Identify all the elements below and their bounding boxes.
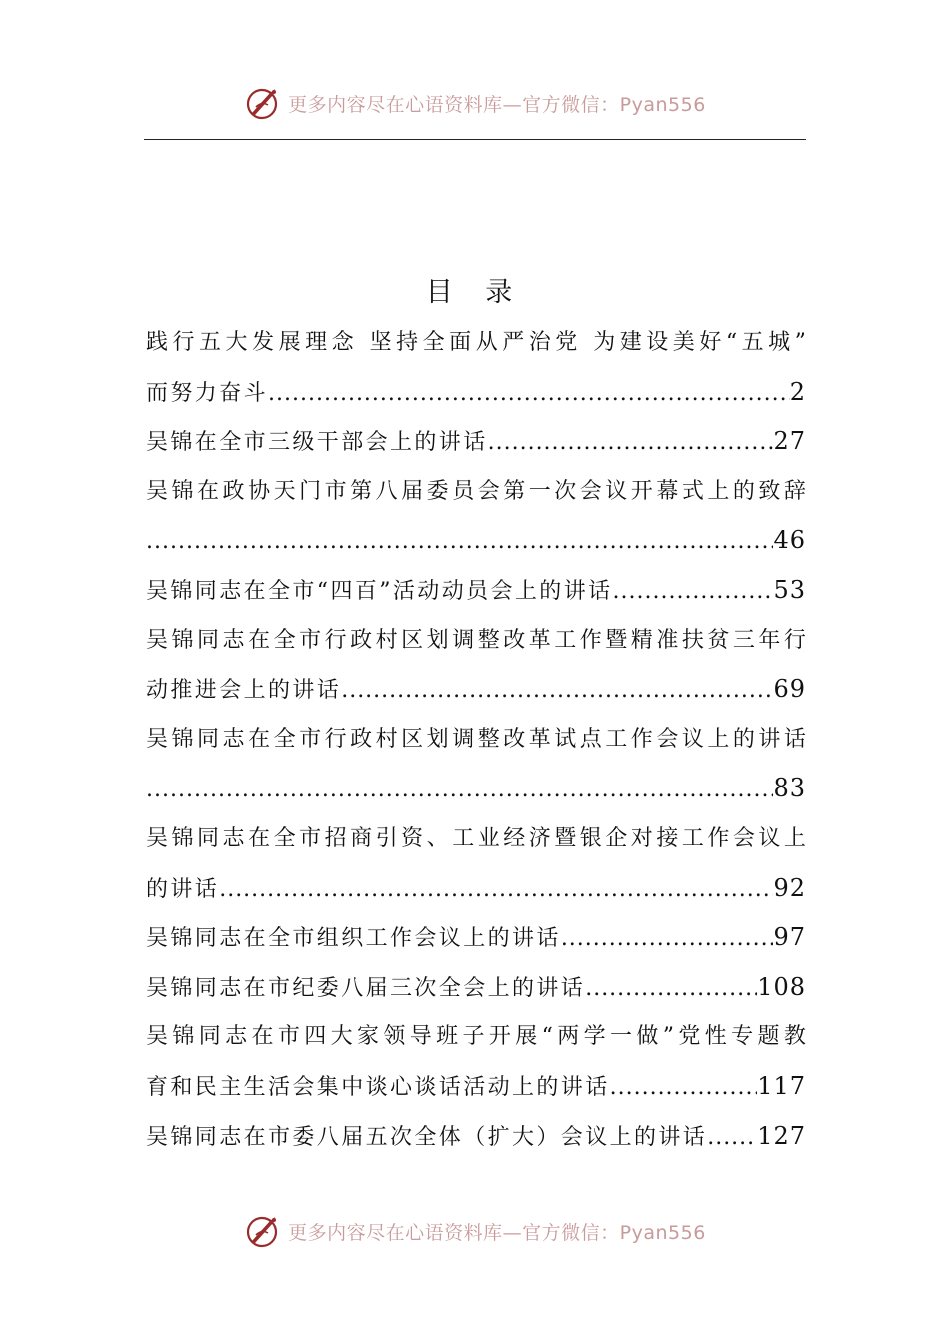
toc-entry-title: 育和民主生活会集中谈心谈话活动上的讲话 — [146, 1074, 610, 1100]
toc-entry-last-line — [146, 913, 806, 963]
toc-entry-title: 而努力奋斗 — [146, 380, 269, 406]
toc-entry-title: 动推进会上的讲话 — [146, 678, 342, 704]
watermark-text — [288, 1218, 706, 1245]
toc-entry-title: 吴锦在全市三级干部会上的讲话 — [146, 430, 488, 456]
toc-entry[interactable] — [146, 566, 806, 616]
toc-leader-dots — [488, 418, 774, 467]
toc-entry[interactable] — [146, 616, 806, 715]
toc-entry[interactable] — [146, 1012, 806, 1111]
toc-page-number: 97 — [773, 923, 806, 952]
toc-leader-dots — [146, 765, 773, 814]
toc-page-number: 46 — [773, 526, 806, 555]
toc-leader-dots — [585, 964, 757, 1013]
toc-entry-line: 吴 锦 在 政 协 天 门 市 第 八 届 委 员 会 第 一 次 会 议 开 幕 式 上 的 致 辞 — [146, 478, 806, 504]
toc-entry-line: 吴 锦 同 志 在 全 市 行 政 村 区 划 调 整 改 革 试 点 工 作 会 议 上 的 讲 话 — [146, 726, 806, 752]
footer-watermark — [0, 1208, 950, 1254]
toc-entry-last-line — [146, 764, 806, 814]
toc-entry-title: 吴锦同志在市纪委八届三次全会上的讲话 — [146, 975, 586, 1001]
toc-entry-line: 践 行 五 大 发 展 理 念 坚 持 全 面 从 严 治 党 为 建 设 美 好 “ 五 城 ” — [146, 330, 806, 355]
toc-entry-last-line — [146, 1112, 806, 1162]
toc-leader-dots — [146, 517, 773, 566]
toc-page-number: 69 — [773, 675, 806, 704]
toc-leader-dots — [561, 914, 774, 963]
toc-entry-line: 吴 锦 同 志 在 全 市 行 政 村 区 划 调 整 改 革 工 作 暨 精 准 扶 贫 三 年 行 — [146, 627, 806, 653]
toc-page-number: 27 — [773, 427, 806, 456]
toc-entry-last-line — [146, 963, 806, 1013]
watermark-cn: 更多内容尽在心语资料库—官方微信： — [288, 1221, 620, 1244]
toc-leader-dots — [341, 666, 773, 715]
pen-logo-icon — [244, 1211, 284, 1251]
toc-page-number: 2 — [789, 377, 806, 406]
toc-page-number: 108 — [757, 972, 806, 1001]
toc-entry-last-line — [146, 864, 806, 914]
toc-page-number: 92 — [773, 873, 806, 902]
toc-entry-line: 吴 锦 同 志 在 市 四 大 家 领 导 班 子 开 展 “ 两 学 一 做 ” 党 性 专 题 教 — [146, 1024, 806, 1050]
toc-leader-dots — [219, 865, 773, 914]
toc-page-number: 53 — [773, 575, 806, 604]
toc-entry-last-line — [146, 417, 806, 467]
toc-page-number: 117 — [757, 1071, 806, 1100]
toc-entry-last-line — [146, 516, 806, 566]
watermark-wechat-id: Pyan556 — [619, 93, 706, 116]
toc-entry[interactable] — [146, 814, 806, 913]
header-watermark — [0, 80, 950, 126]
toc-entry[interactable] — [146, 417, 806, 467]
toc-entry[interactable] — [146, 467, 806, 566]
table-of-contents — [146, 318, 806, 1161]
toc-entry-title: 吴锦同志在全市“四百”活动动员会上的讲话 — [146, 578, 613, 604]
toc-leader-dots — [707, 1113, 757, 1162]
toc-entry-last-line — [146, 665, 806, 715]
toc-entry-last-line — [146, 368, 806, 418]
toc-entry[interactable] — [146, 715, 806, 814]
toc-entry[interactable] — [146, 913, 806, 963]
watermark-cn: 更多内容尽在心语资料库—官方微信： — [288, 93, 620, 116]
toc-entry-last-line — [146, 566, 806, 616]
toc-entry-title: 的讲话 — [146, 876, 220, 902]
watermark-wechat-id: Pyan556 — [619, 1221, 706, 1244]
watermark-text — [288, 90, 706, 117]
toc-page-number: 127 — [757, 1121, 806, 1150]
toc-entry[interactable] — [146, 318, 806, 417]
toc-leader-dots — [613, 567, 774, 616]
toc-entry-title: 吴锦同志在市委八届五次全体（扩大）会议上的讲话 — [146, 1124, 708, 1150]
toc-entry-line: 吴 锦 同 志 在 全 市 招 商 引 资 、 工 业 经 济 暨 银 企 对 接 工 作 会 议 上 — [146, 825, 806, 851]
toc-page-number: 83 — [773, 774, 806, 803]
toc-leader-dots — [610, 1063, 758, 1112]
header-rule — [144, 139, 806, 140]
toc-entry-title: 吴锦同志在全市组织工作会议上的讲话 — [146, 926, 561, 952]
toc-leader-dots — [268, 369, 790, 418]
toc-entry-last-line — [146, 1062, 806, 1112]
toc-entry[interactable] — [146, 963, 806, 1013]
page-title: 目 录 — [425, 277, 525, 308]
pen-logo-icon — [244, 83, 284, 123]
toc-entry[interactable] — [146, 1112, 806, 1162]
